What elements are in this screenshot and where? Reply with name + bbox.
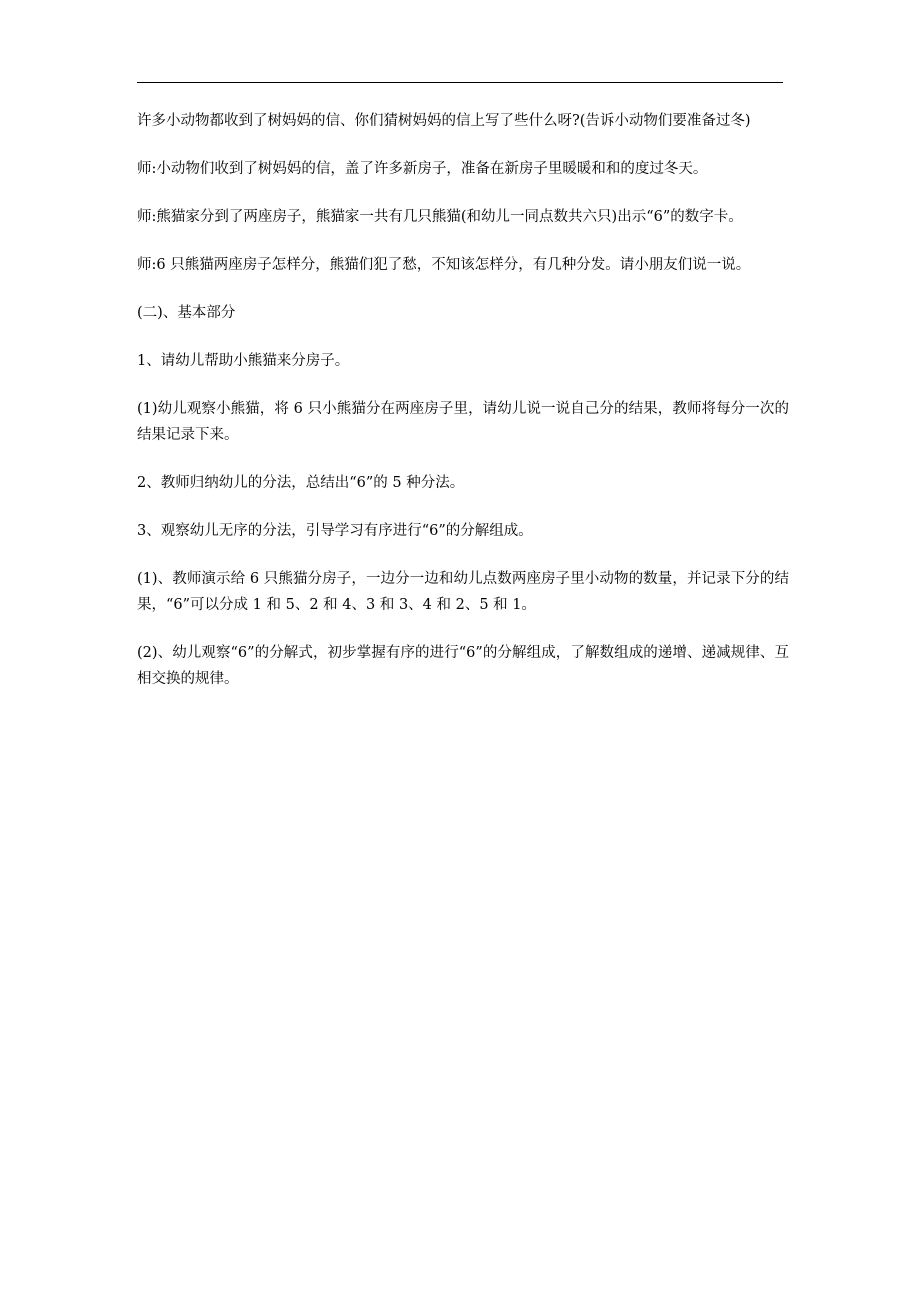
paragraph-how-to-divide: 师:6 只熊猫两座房子怎样分，熊猫们犯了愁，不知该怎样分，有几种分发。请小朋友们说一说。 [137, 257, 751, 273]
step-1: 1、请幼儿帮助小熊猫来分房子。 [137, 353, 350, 369]
paragraph-new-houses: 师:小动物们收到了树妈妈的信，盖了许多新房子，准备在新房子里暖暖和和的度过冬天。 [137, 161, 708, 177]
step-2: 2、教师归纳幼儿的分法，总结出“6”的 5 种分法。 [137, 475, 465, 491]
paragraph-intro-letter: 许多小动物都收到了树妈妈的信、你们猜树妈妈的信上写了些什么呀?(告诉小动物们要准备过冬) [137, 113, 751, 129]
step-1-sub-1: (1)幼儿观察小熊猫，将 6 只小熊猫分在两座房子里，请幼儿说一说自己分的结果，教师将每分一次的结果记录下来。 [137, 401, 789, 443]
step-3: 3、观察幼儿无序的分法，引导学习有序进行“6”的分解组成。 [137, 523, 533, 539]
section-heading-basic: (二)、基本部分 [137, 305, 236, 321]
paragraph-panda-family: 师:熊猫家分到了两座房子，熊猫家一共有几只熊猫(和幼儿一同点数共六只)出示“6”的数字卡。 [137, 209, 743, 225]
header-rule [137, 82, 783, 83]
step-3-sub-2: (2)、幼儿观察“6”的分解式，初步掌握有序的进行“6”的分解组成，了解数组成的递增、递减规律、互相交换的规律。 [137, 645, 789, 687]
document-body [137, 108, 789, 714]
step-3-sub-1: (1)、教师演示给 6 只熊猫分房子，一边分一边和幼儿点数两座房子里小动物的数量，并记录下分的结果，“6”可以分成 1 和 5、2 和 4、3 和 3、4 和 2、5 和 1。 [137, 571, 789, 613]
